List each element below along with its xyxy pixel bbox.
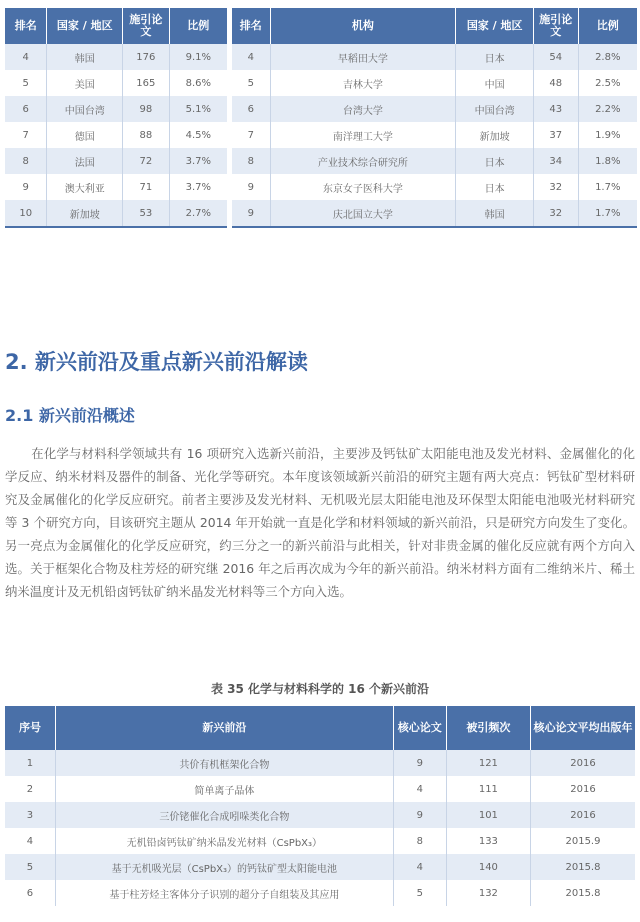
cell-country: 韩国 bbox=[47, 44, 123, 70]
cell-rank: 4 bbox=[232, 44, 270, 70]
table-row bbox=[5, 880, 635, 906]
cell-rank: 4 bbox=[5, 44, 47, 70]
table-header bbox=[5, 706, 635, 750]
cell-rank: 10 bbox=[5, 200, 47, 227]
table-row bbox=[232, 148, 637, 174]
cell-citations: 121 bbox=[446, 750, 530, 776]
cell-rank: 5 bbox=[232, 70, 270, 96]
table-row bbox=[5, 70, 227, 96]
table-row bbox=[232, 44, 637, 70]
cell-core-papers: 4 bbox=[393, 854, 446, 880]
cell-ratio: 3.7% bbox=[169, 148, 227, 174]
cell-country: 新加坡 bbox=[456, 122, 534, 148]
col-index: 序号 bbox=[5, 706, 55, 750]
cell-avg-year: 2015.8 bbox=[530, 880, 635, 906]
table-row bbox=[5, 854, 635, 880]
cell-core-papers: 4 bbox=[393, 776, 446, 802]
table-row bbox=[5, 828, 635, 854]
cell-country: 德国 bbox=[47, 122, 123, 148]
cell-rank: 5 bbox=[5, 70, 47, 96]
cell-papers: 176 bbox=[123, 44, 170, 70]
cell-avg-year: 2016 bbox=[530, 802, 635, 828]
cell-rank: 8 bbox=[232, 148, 270, 174]
col-citing-papers: 施引论文 bbox=[123, 8, 170, 44]
cell-rank: 9 bbox=[232, 174, 270, 200]
cell-ratio: 3.7% bbox=[169, 174, 227, 200]
col-country: 国家 / 地区 bbox=[47, 8, 123, 44]
header-row bbox=[232, 8, 637, 44]
cell-citations: 132 bbox=[446, 880, 530, 906]
table-header bbox=[232, 8, 637, 44]
cell-papers: 98 bbox=[123, 96, 170, 122]
institution-ranking-table bbox=[232, 8, 637, 228]
table-row bbox=[5, 96, 227, 122]
cell-institution: 台湾大学 bbox=[270, 96, 456, 122]
cell-front: 三价铑催化合成吲哚类化合物 bbox=[55, 802, 393, 828]
table-row bbox=[232, 174, 637, 200]
cell-front: 基于无机吸光层（CsPbX₃）的钙钛矿型太阳能电池 bbox=[55, 854, 393, 880]
table-row bbox=[5, 802, 635, 828]
cell-ratio: 1.8% bbox=[578, 148, 637, 174]
cell-institution: 产业技术综合研究所 bbox=[270, 148, 456, 174]
cell-rank: 7 bbox=[5, 122, 47, 148]
col-rank: 排名 bbox=[232, 8, 270, 44]
cell-citations: 140 bbox=[446, 854, 530, 880]
cell-core-papers: 8 bbox=[393, 828, 446, 854]
cell-core-papers: 5 bbox=[393, 880, 446, 906]
table-row bbox=[5, 776, 635, 802]
cell-papers: 88 bbox=[123, 122, 170, 148]
cell-ratio: 2.8% bbox=[578, 44, 637, 70]
cell-index: 2 bbox=[5, 776, 55, 802]
col-institution: 机构 bbox=[270, 8, 456, 44]
header-row bbox=[5, 706, 635, 750]
col-citations: 被引频次 bbox=[446, 706, 530, 750]
cell-ratio: 2.2% bbox=[578, 96, 637, 122]
col-core-papers: 核心论文 bbox=[393, 706, 446, 750]
body-paragraph bbox=[5, 442, 635, 603]
table-row bbox=[232, 70, 637, 96]
cell-avg-year: 2015.8 bbox=[530, 854, 635, 880]
cell-country: 澳大利亚 bbox=[47, 174, 123, 200]
table-caption: 表 35 化学与材料科学的 16 个新兴前沿 bbox=[210, 682, 430, 696]
cell-country: 中国台湾 bbox=[47, 96, 123, 122]
cell-rank: 7 bbox=[232, 122, 270, 148]
cell-country: 日本 bbox=[456, 44, 534, 70]
table-row bbox=[5, 122, 227, 148]
cell-rank: 9 bbox=[232, 200, 270, 227]
header-row bbox=[5, 8, 227, 44]
cell-index: 3 bbox=[5, 802, 55, 828]
cell-papers: 165 bbox=[123, 70, 170, 96]
cell-ratio: 9.1% bbox=[169, 44, 227, 70]
cell-institution: 吉林大学 bbox=[270, 70, 456, 96]
cell-front: 共价有机框架化合物 bbox=[55, 750, 393, 776]
cell-front: 无机铅卤钙钛矿纳米晶发光材料（CsPbX₃） bbox=[55, 828, 393, 854]
col-front: 新兴前沿 bbox=[55, 706, 393, 750]
cell-ratio: 2.5% bbox=[578, 70, 637, 96]
table-row bbox=[232, 122, 637, 148]
cell-ratio: 2.7% bbox=[169, 200, 227, 227]
cell-institution: 南洋理工大学 bbox=[270, 122, 456, 148]
cell-papers: 32 bbox=[534, 200, 578, 227]
cell-papers: 54 bbox=[534, 44, 578, 70]
cell-avg-year: 2016 bbox=[530, 776, 635, 802]
table-row bbox=[5, 44, 227, 70]
col-rank: 排名 bbox=[5, 8, 47, 44]
cell-citations: 101 bbox=[446, 802, 530, 828]
col-ratio: 比例 bbox=[578, 8, 637, 44]
subsection-title: 2.1 新兴前沿概述 bbox=[5, 406, 135, 425]
cell-index: 6 bbox=[5, 880, 55, 906]
col-avg-year: 核心论文平均出版年 bbox=[530, 706, 635, 750]
col-country: 国家 / 地区 bbox=[456, 8, 534, 44]
cell-ratio: 1.7% bbox=[578, 174, 637, 200]
cell-index: 4 bbox=[5, 828, 55, 854]
cell-ratio: 5.1% bbox=[169, 96, 227, 122]
table-header bbox=[5, 8, 227, 44]
cell-core-papers: 9 bbox=[393, 802, 446, 828]
cell-ratio: 1.9% bbox=[578, 122, 637, 148]
cell-country: 韩国 bbox=[456, 200, 534, 227]
col-citing-papers: 施引论文 bbox=[534, 8, 578, 44]
cell-avg-year: 2016 bbox=[530, 750, 635, 776]
section-title: 2. 新兴前沿及重点新兴前沿解读 bbox=[5, 350, 308, 374]
emerging-fronts-table bbox=[5, 706, 635, 906]
cell-citations: 133 bbox=[446, 828, 530, 854]
cell-country: 美国 bbox=[47, 70, 123, 96]
cell-papers: 48 bbox=[534, 70, 578, 96]
table-row bbox=[5, 174, 227, 200]
cell-ratio: 1.7% bbox=[578, 200, 637, 227]
cell-papers: 53 bbox=[123, 200, 170, 227]
cell-institution: 东京女子医科大学 bbox=[270, 174, 456, 200]
cell-country: 新加坡 bbox=[47, 200, 123, 227]
cell-index: 1 bbox=[5, 750, 55, 776]
paragraph-text: 在化学与材料科学领域共有 16 项研究入选新兴前沿，主要涉及钙钛矿太阳能电池及发光材料、金属催化的化学反应、纳米材料及器件的制备、光化学等研究。本年度该领域新兴前沿的研究主题有两大亮点：钙钛矿型材料研究及金属催化的化学反应研究。前者主要涉及发光材料、无机吸光层太阳能电池及环保型太阳能电池吸光材料研究等 3 个研究方向，目该研究主题从 2014 年开始就一直是化学和材料领域的新兴前沿，只是研究方向发生了变化。另一亮点为金属催化的化学反应研究，约三分之一的新兴前沿与此相关，针对非贵金属的催化反应就有两个方向入选。关于框架化合物及柱芳烃的研究继 2016 年之后再次成为今年的新兴前沿。纳米材料方面有二维纳米片、稀土纳米温度计及无机铅卤钙钛矿纳米晶发光材料等三个方向入选。 bbox=[5, 446, 635, 599]
table-row bbox=[5, 200, 227, 227]
cell-papers: 37 bbox=[534, 122, 578, 148]
cell-citations: 111 bbox=[446, 776, 530, 802]
table-row bbox=[232, 200, 637, 227]
country-ranking-table bbox=[5, 8, 227, 228]
cell-country: 中国 bbox=[456, 70, 534, 96]
cell-institution: 早稻田大学 bbox=[270, 44, 456, 70]
cell-front: 简单离子晶体 bbox=[55, 776, 393, 802]
cell-papers: 34 bbox=[534, 148, 578, 174]
col-ratio: 比例 bbox=[169, 8, 227, 44]
cell-papers: 32 bbox=[534, 174, 578, 200]
cell-rank: 9 bbox=[5, 174, 47, 200]
cell-country: 日本 bbox=[456, 148, 534, 174]
cell-rank: 6 bbox=[232, 96, 270, 122]
table-row bbox=[232, 96, 637, 122]
cell-rank: 6 bbox=[5, 96, 47, 122]
cell-institution: 庆北国立大学 bbox=[270, 200, 456, 227]
cell-index: 5 bbox=[5, 854, 55, 880]
cell-rank: 8 bbox=[5, 148, 47, 174]
cell-avg-year: 2015.9 bbox=[530, 828, 635, 854]
cell-country: 法国 bbox=[47, 148, 123, 174]
cell-ratio: 8.6% bbox=[169, 70, 227, 96]
cell-papers: 72 bbox=[123, 148, 170, 174]
cell-papers: 71 bbox=[123, 174, 170, 200]
cell-ratio: 4.5% bbox=[169, 122, 227, 148]
cell-front: 基于柱芳烃主客体分子识别的超分子自组装及其应用 bbox=[55, 880, 393, 906]
table-row bbox=[5, 148, 227, 174]
cell-country: 日本 bbox=[456, 174, 534, 200]
table-row bbox=[5, 750, 635, 776]
cell-country: 中国台湾 bbox=[456, 96, 534, 122]
cell-papers: 43 bbox=[534, 96, 578, 122]
cell-core-papers: 9 bbox=[393, 750, 446, 776]
